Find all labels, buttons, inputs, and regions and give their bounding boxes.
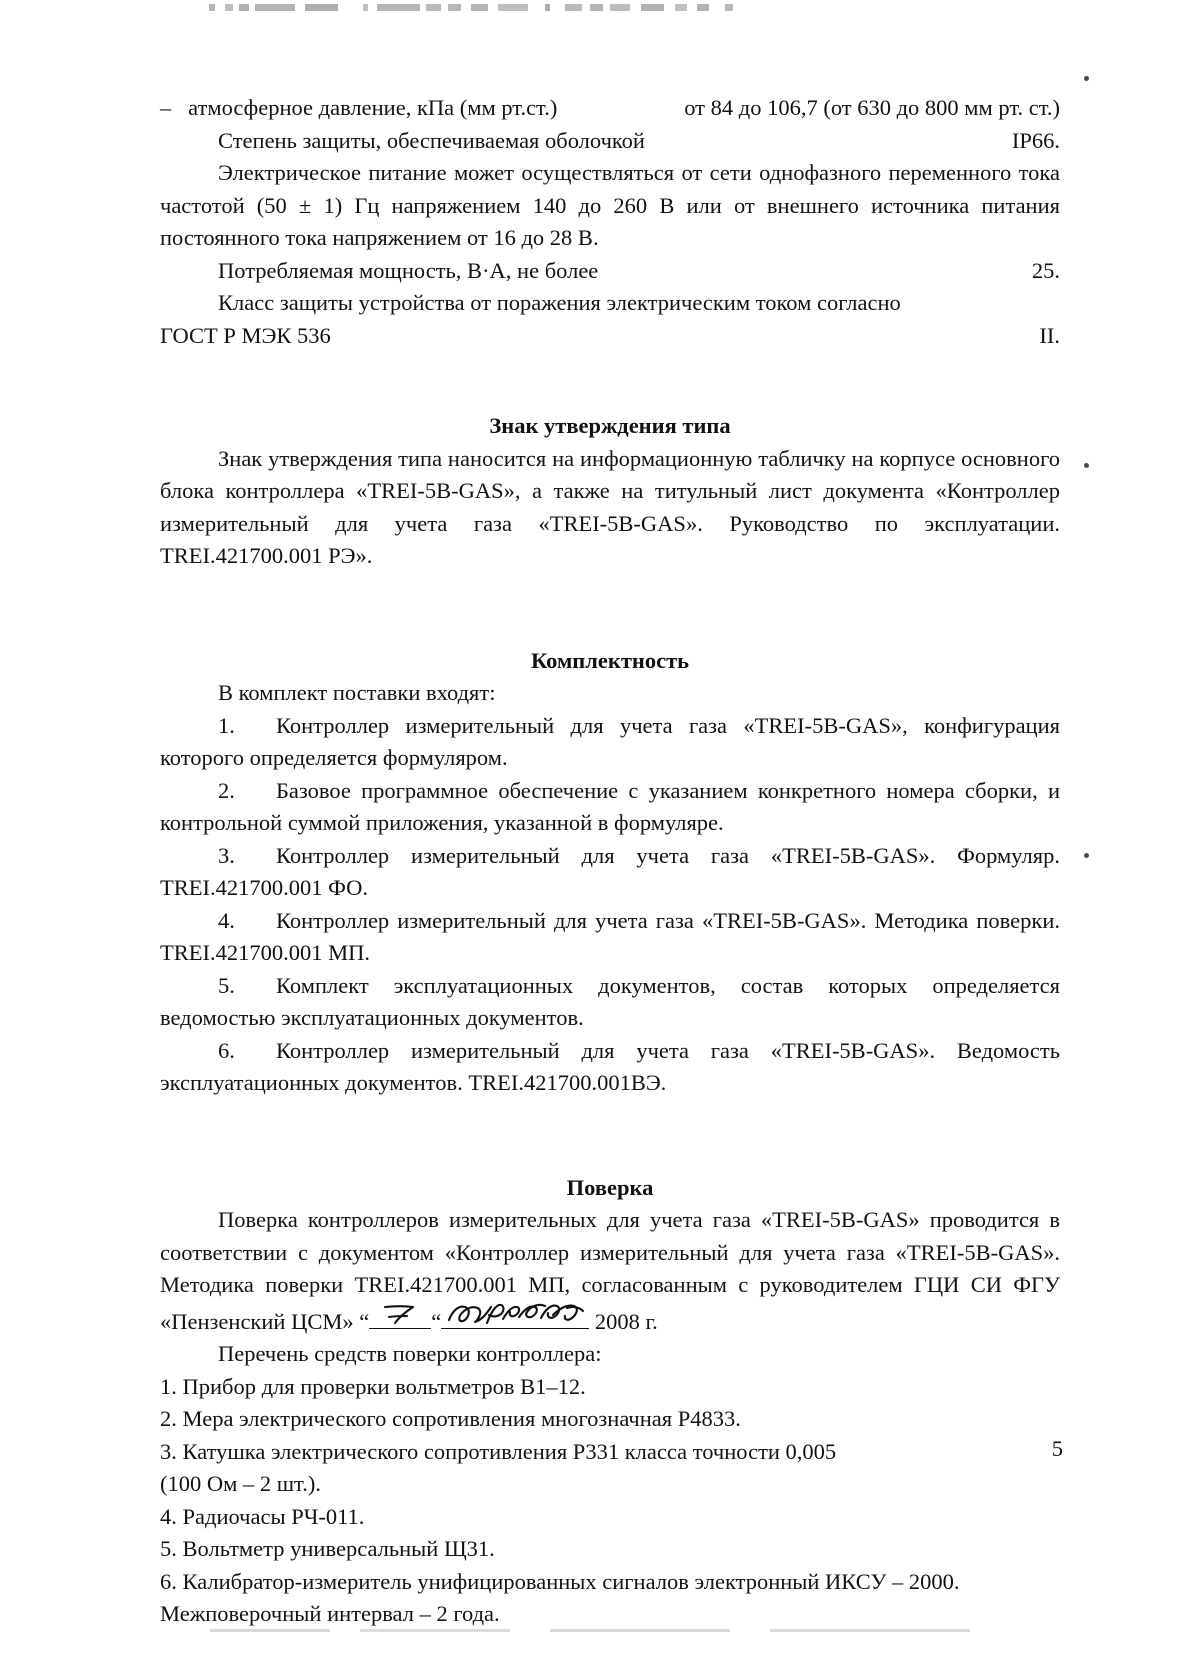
spec-atmospheric-pressure-value: от 84 до 106,7 (от 630 до 800 мм рт. ст.)	[684, 95, 1060, 120]
spec-atmospheric-pressure	[160, 92, 1060, 125]
completeness-item-2-number: 2.	[218, 777, 235, 803]
completeness-item-4-number: 4.	[218, 907, 235, 933]
verification-quote-mark: “	[431, 1308, 442, 1334]
completeness-item-2	[160, 775, 1060, 840]
completeness-item-1	[160, 710, 1060, 775]
completeness-item-6	[160, 1035, 1060, 1100]
spec-protection-class-standard: ГОСТ Р МЭК 536	[160, 322, 331, 348]
type-approval-mark-paragraph: Знак утверждения типа наносится на информационную табличку на корпусе основного блока контроллера «TREI-5B-GAS», а также на титульный лист документа «Контроллер измерительный для учета газа «TREI-5B-GAS». Руководство по эксплуатации. TREI.421700.001 РЭ».	[160, 445, 1060, 568]
completeness-item-3	[160, 840, 1060, 905]
page-number: 5	[1051, 1436, 1063, 1461]
completeness-item-3-number: 3.	[218, 842, 235, 868]
completeness-item-6-text: Контроллер измерительный для учета газа «TREI-5B-GAS». Ведомость эксплуатационных документов. TREI.421700.001ВЭ.	[160, 1037, 1060, 1095]
section-gap-1	[160, 352, 1060, 410]
scan-speck-right-middle	[1084, 463, 1089, 468]
verification-instrument-1: 1. Прибор для проверки вольтметров В1–12.	[160, 1373, 586, 1399]
spec-protection-class-standard-row	[160, 320, 1060, 353]
completeness-item-5-number: 5.	[218, 972, 235, 998]
section-gap-2	[160, 573, 1060, 645]
spec-power-consumption-label: Потребляемая мощность, В·А, не более	[218, 257, 599, 283]
spec-ingress-protection-value: IP66.	[1011, 127, 1060, 153]
verification-instrument-4: 4. Радиочасы РЧ-011.	[160, 1503, 365, 1529]
handwritten-date-group	[369, 1309, 589, 1334]
completeness-item-4	[160, 905, 1060, 970]
spec-power-consumption-value: 25.	[1031, 257, 1060, 283]
heading-type-approval-mark: Знак утверждения типа	[489, 413, 731, 438]
completeness-item-1-text: Контроллер измерительный для учета газа «TREI-5B-GAS», конфигурация которого определяется формуляром.	[160, 712, 1060, 770]
verification-instrument-6: 6. Калибратор-измеритель унифицированных сигналов электронный ИКСУ – 2000.	[160, 1568, 960, 1594]
verification-list-intro: Перечень средств поверки контроллера:	[218, 1341, 602, 1366]
verification-paragraph	[160, 1204, 1060, 1338]
completeness-item-6-number: 6.	[218, 1037, 235, 1063]
heading-verification: Поверка	[566, 1174, 654, 1200]
document-body	[160, 92, 1060, 1631]
handwritten-month	[441, 1302, 589, 1329]
completeness-item-3-text: Контроллер измерительный для учета газа «TREI-5B-GAS». Формуляр. TREI.421700.001 ФО.	[160, 842, 1060, 900]
verification-instrument-3-continuation: (100 Ом – 2 шт.).	[160, 1471, 321, 1496]
completeness-item-4-text: Контроллер измерительный для учета газа «TREI-5B-GAS». Методика поверки. TREI.421700.001 МП.	[160, 907, 1060, 965]
spec-atmospheric-pressure-label: – атмосферное давление, кПа (мм рт.ст.)	[160, 95, 558, 120]
spec-protection-class-value: II.	[1039, 322, 1060, 348]
spec-power-supply-paragraph: Электрическое питание может осуществляться от сети однофазного переменного тока частотой (50 ± 1) Гц напряжением 140 до 260 В или от внешнего источника питания постоянного тока напряжением от 16 до 28 В.	[160, 160, 1060, 250]
completeness-item-5-text: Комплект эксплуатационных документов, состав которых определяется ведомостью эксплуатационных документов.	[160, 972, 1060, 1030]
spec-ingress-protection-label: Степень защиты, обеспечиваемая оболочкой	[218, 127, 645, 153]
spec-power-consumption	[160, 255, 1060, 288]
spec-ingress-protection	[160, 125, 1060, 158]
section-gap-3	[160, 1100, 1060, 1172]
verification-paragraph-part1: Поверка контроллеров измерительных для учета газа «TREI-5B-GAS» проводится в соответствии с документом «Контроллер измерительный для учета газа «TREI-5B-GAS». Методика поверки TREI.421700.001 МП, согласованным с руководителем ГЦИ СИ ФГУ «Пензенский ЦСМ» “	[160, 1207, 1060, 1334]
completeness-item-5	[160, 970, 1060, 1035]
scan-speck-right-lower	[1084, 853, 1089, 858]
verification-paragraph-part2: 2008 г.	[594, 1308, 658, 1334]
verification-instrument-5: 5. Вольтметр универсальный Щ31.	[160, 1536, 495, 1561]
completeness-item-2-text: Базовое программное обеспечение с указанием конкретного номера сборки, и контрольной суммой приложения, указанной в формуляре.	[160, 777, 1060, 835]
verification-interval: Межповерочный интервал – 2 года.	[160, 1601, 500, 1626]
completeness-intro: В комплект поставки входят:	[218, 680, 496, 705]
completeness-item-1-number: 1.	[218, 712, 235, 738]
handwritten-day	[369, 1302, 431, 1329]
verification-instrument-3: 3. Катушка электрического сопротивления Р331 класса точности 0,005	[160, 1438, 837, 1464]
heading-completeness: Комплектность	[530, 647, 690, 673]
scan-artifact-top-edge	[205, 4, 765, 11]
scan-speck-right-upper	[1084, 76, 1089, 81]
verification-instrument-2: 2. Мера электрического сопротивления многозначная Р4833.	[160, 1406, 741, 1431]
spec-protection-class-text: Класс защиты устройства от поражения электрическим током согласно	[218, 290, 901, 315]
